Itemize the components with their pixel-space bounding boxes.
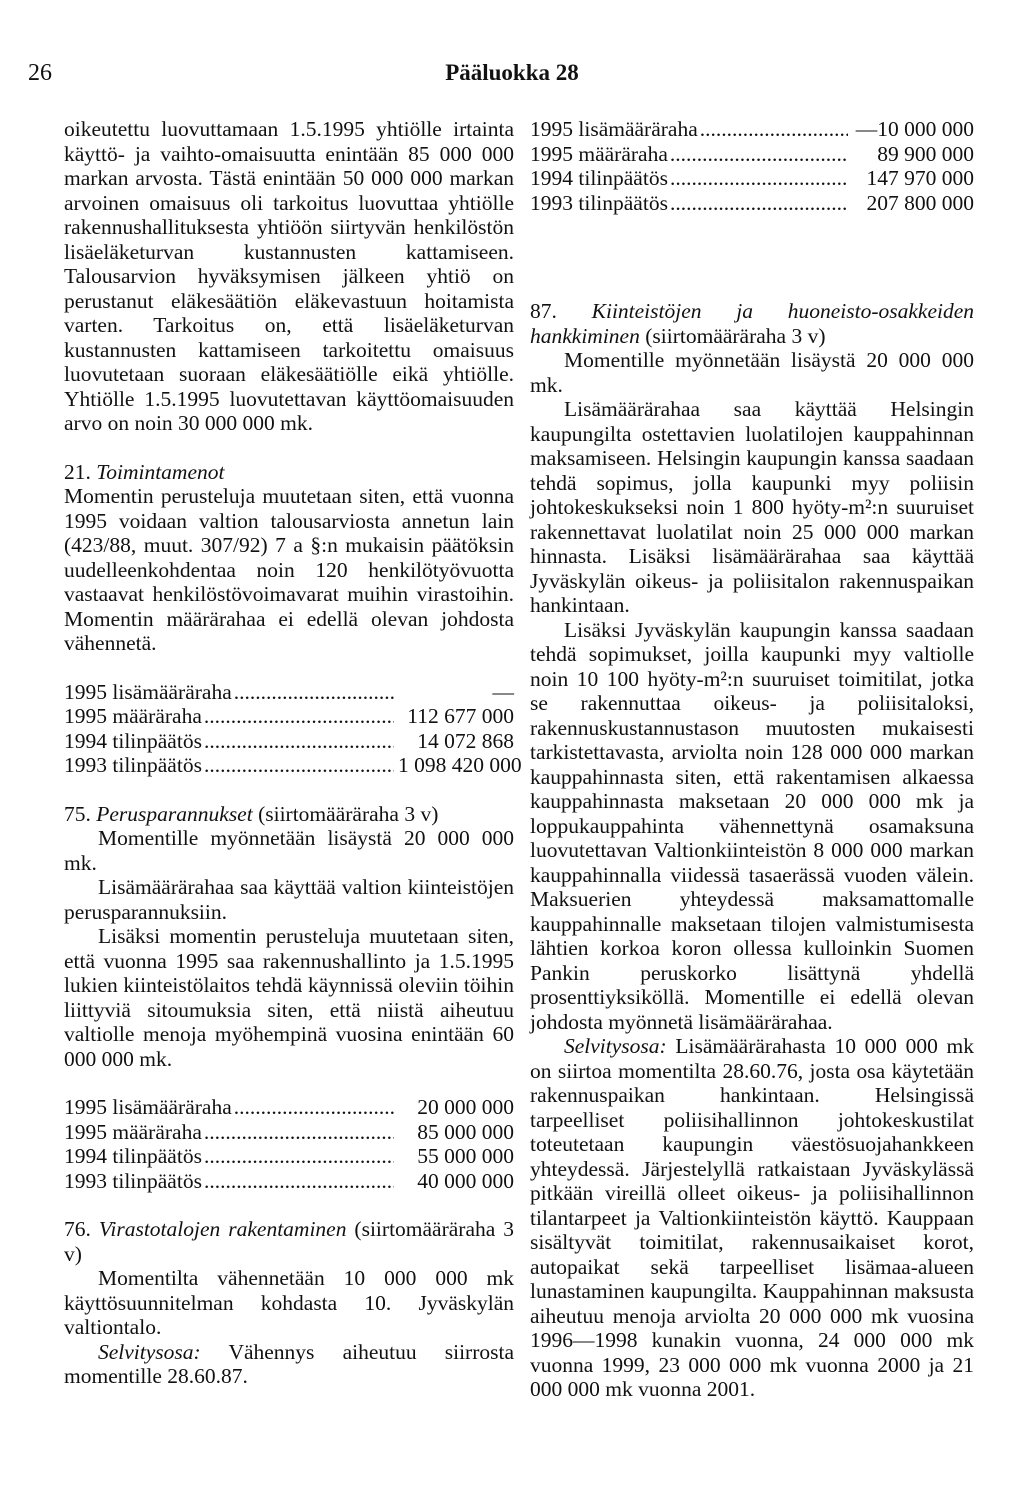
figure-label: 1994 tilinpäätös (530, 166, 668, 190)
section-75-paragraph: Lisämäärärahaa saa käyttää valtion kiinteistöjen perusparannuksiin. (64, 875, 514, 924)
figure-label: 1995 määräraha (64, 1119, 202, 1144)
figure-value: 85 000 000 (417, 1119, 514, 1144)
figure-row (530, 191, 974, 216)
figure-row (64, 729, 514, 754)
section-title-suffix: (siirtomääräraha 3 v) (639, 323, 826, 348)
section-76-heading (64, 1217, 514, 1266)
section-75-heading (64, 802, 514, 827)
selvitysosa-text: Vähennys aiheutuu siirrosta momentille 28.60.87. (64, 1339, 514, 1388)
section-title: Virastotalojen rakentaminen (98, 1217, 347, 1241)
figure-value: 147 970 000 (866, 166, 974, 190)
figure-value: 14 072 868 (417, 728, 514, 753)
section-title: Toimintamenot (96, 459, 225, 484)
section-number: 76. (64, 1217, 91, 1241)
section-number: 21. (64, 459, 91, 484)
figure-label: 1993 tilinpäätös (530, 190, 668, 215)
selvitysosa-label: Selvitysosa: (564, 1034, 667, 1058)
figure-row (64, 1169, 514, 1194)
selvitysosa-text: Lisämäärärahasta 10 000 000 mk on siirtoa momentilta 28.60.76, josta osa käytetään rakennuspaikan hankintaan. Helsingissä tarpeelliset poliisihallinnon johtokeskustilat toteutetaan kaupungin väestösuojahankkeen yhteydessä. Järjestelyllä ratkaistaan Jyväskylässä pitkään vireillä olleet oikeus- ja poliisihallinnon tilantarpeet ja Valtionkiinteistön käyttö. Kauppaan sisältyvät toimitilat, rakennusaikaiset korot, autopaikat sekä tarpeelliset lisämaa-alueen lunastaminen kaupungilta. Kauppahinnan maksusta aiheutuu menoja arviolta 20 000 000 mk vuosina 1996—1998 kunakin vuonna, 24 000 000 mk vuonna 1999, 23 000 000 mk vuonna 2000 ja 21 000 000 mk vuonna 2001. (530, 1034, 974, 1401)
right-column (530, 117, 974, 1402)
section-87-paragraph: Lisämäärärahaa saa käyttää Helsingin kaupungilta ostettavien luolatilojen kauppahinnan maksamiseen. Helsingin kaupungin kanssa saadaan tehdä sopimus, jolla kaupunki myy poliisin johtokeskukseksi noin 1 800 hyöty-m²:n suuruiset rakennettavat luolatilat noin 25 000 000 markan hinnasta. Lisäksi lisämäärärahaa saa käyttää Jyväskylän oikeus- ja poliisitalon rakennuspaikan hankintaan. (530, 397, 974, 617)
figure-row (64, 1120, 514, 1145)
section-87-paragraph (530, 1034, 974, 1402)
figure-label: 1993 tilinpäätös (64, 1168, 202, 1193)
figure-value: 207 800 000 (866, 190, 974, 215)
figure-row (64, 753, 522, 778)
section-title-suffix: (siirtomääräraha 3 v) (64, 1217, 515, 1266)
section-87-heading (530, 299, 974, 348)
section-87-paragraph: Lisäksi Jyväskylän kaupungin kanssa saadaan tehdä sopimukset, joilla kaupunki myy valtiolle noin 10 100 hyöty-m²:n suuruiset toimitilat, jotka se rakennuttaa oikeus- ja poliisitaloksi, rakennuskustannustason muutosten mukaisesti tarkistettavasta, arviolta noin 128 000 000 markan kauppahinnasta siten, että rakentamisen alkaessa kauppahinnasta maksetaan 20 000 000 mk ja loppukauppahinta vähennettynä osamaksuna luovutettavan Valtionkiinteistön 8 000 000 markan kauppahinnalla viidessä tasaerässä vuoden välein. Maksuerien yhteydessä maksamattomalle kauppahinnalle maksetaan tilojen valmistumisesta lähtien korkoa koron ollessa kulloinkin Suomen Pankin peruskorko lisättynä yhdellä prosenttiyksiköllä. Momentille ei edellä olevan johdosta myönnetä lisämäärärahaa. (530, 617, 974, 1034)
page-title: Pääluokka 28 (445, 60, 579, 85)
left-column (64, 117, 522, 1389)
figure-value: —10 000 000 (855, 117, 974, 141)
section-number: 75. (64, 801, 91, 826)
figure-row (64, 680, 514, 705)
section-title: Kiinteistöjen ja huoneisto-osakkeiden hankkiminen (530, 299, 974, 348)
section-title-suffix: (siirtomääräraha 3 v) (252, 801, 439, 826)
section-75-paragraph: Lisäksi momentin perusteluja muutetaan siten, että vuonna 1995 saa rakennushallinto ja 1.5.1995 lukien kiinteistölaitos tehdä käynnissä oleviin töihin liittyviä sitoumuksia siten, että niistä aiheutuu valtiolle menoja myöhempinä vuosina enintään 60 000 000 mk. (64, 924, 514, 1071)
figure-value: — (492, 679, 514, 704)
section-number: 87. (530, 299, 557, 323)
section-75-figures (64, 1095, 514, 1193)
figure-label: 1994 tilinpäätös (64, 728, 202, 753)
section-21-paragraph: Momentin perusteluja muutetaan siten, että vuonna 1995 voidaan valtion talousarviosta annetun lain (423/88, muut. 307/92) 7 a §:n mukaisin päätöksin uudelleenkohdentaa noin 120 henkilötyövuotta vastaavat henkilöstövoimavarat muihin virastoihin. Momentin määrärahaa ei edellä olevan johdosta vähennetä. (64, 484, 514, 655)
figure-value: 89 900 000 (877, 141, 974, 166)
section-76-paragraph: Momentilta vähennetään 10 000 000 mk käyttösuunnitelman kohdasta 10. Jyväskylän valtiontalo. (64, 1266, 514, 1339)
figure-row (530, 166, 974, 191)
figure-label: 1995 lisämääräraha (530, 117, 698, 141)
section-title: Perusparannukset (96, 801, 253, 826)
figure-value: 40 000 000 (417, 1168, 514, 1193)
figure-value: 1 098 420 000 (398, 753, 522, 777)
section-75-paragraph: Momentille myönnetään lisäystä 20 000 000 mk. (64, 826, 514, 875)
figure-label: 1995 lisämääräraha (64, 679, 232, 704)
figure-label: 1995 määräraha (530, 141, 668, 166)
figure-row (64, 1144, 514, 1169)
selvitysosa-label: Selvitysosa: (98, 1339, 201, 1364)
figure-label: 1994 tilinpäätös (64, 1144, 202, 1168)
figure-row (530, 142, 974, 167)
figure-label: 1993 tilinpäätös (64, 753, 202, 777)
figure-label: 1995 lisämääräraha (64, 1095, 232, 1119)
section-76-figures (530, 117, 974, 215)
intro-paragraph: oikeutettu luovuttamaan 1.5.1995 yhtiölle irtainta käyttö- ja vaihto-omaisuutta enintään 85 000 000 markan arvosta. Tästä enintään 50 000 000 markan arvoinen omaisuus oli tarkoitus luovuttaa yhtiölle rakennushallituksesta yhtiöön siirtyvän henkilöstön lisäeläketurvan kustannusten kattamiseen. Talousarvion hyväksymisen jälkeen yhtiö on perustanut eläkesäätiön eläkevastuun hoitamista varten. Tarkoitus on, että lisäeläketurvan kustannusten kattamiseen tarkoitettu omaisuus luovutetaan suoraan eläkesäätiölle eikä yhtiölle. Yhtiölle 1.5.1995 luovutettavan käyttöomaisuuden arvo on noin 30 000 000 mk. (64, 117, 514, 435)
figure-row (530, 117, 974, 142)
page-number: 26 (28, 60, 52, 86)
section-76-paragraph (64, 1340, 514, 1389)
figure-label: 1995 määräraha (64, 704, 202, 728)
figure-value: 55 000 000 (417, 1144, 514, 1168)
figure-row (64, 1095, 514, 1120)
figure-value: 20 000 000 (417, 1095, 514, 1119)
section-21-figures (64, 679, 522, 778)
figure-row (64, 704, 514, 729)
figure-value: 112 677 000 (407, 704, 514, 728)
section-87-paragraph: Momentille myönnetään lisäystä 20 000 000 mk. (530, 348, 974, 397)
section-21-heading (64, 460, 514, 485)
